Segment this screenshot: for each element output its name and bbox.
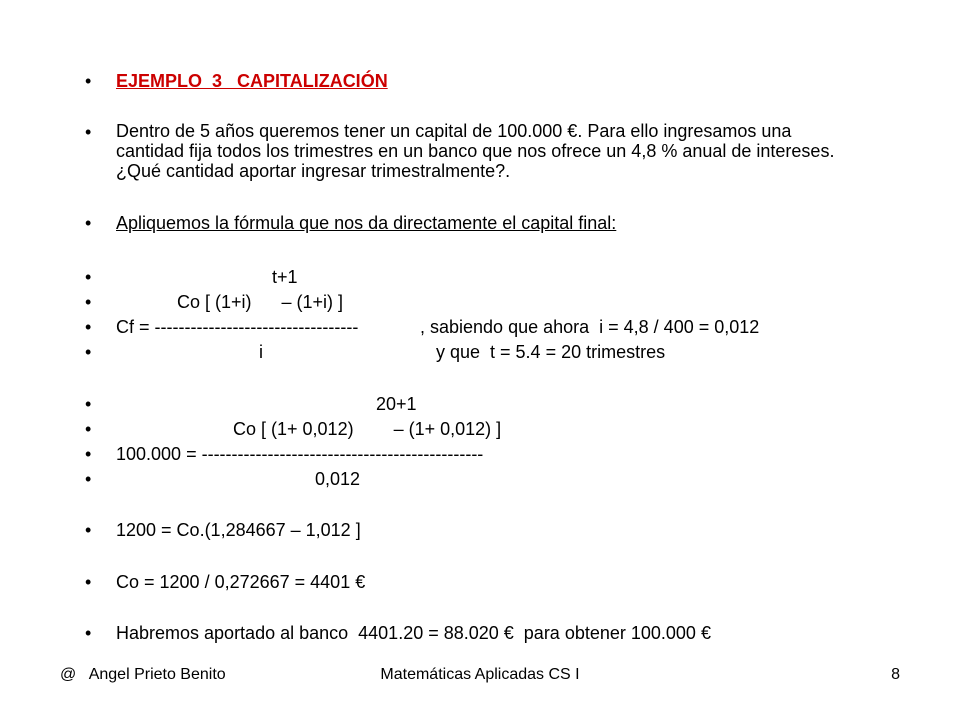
calc-step-1: 1200 = Co.(1,284667 – 1,012 ] xyxy=(116,520,361,540)
slide-title: EJEMPLO 3 CAPITALIZACIÓN xyxy=(116,71,388,91)
bullet: • xyxy=(85,317,92,337)
formula-exp-row xyxy=(0,266,960,292)
bullet: • xyxy=(85,623,92,643)
title-row xyxy=(0,70,960,96)
step2-row xyxy=(0,571,960,597)
subst-main: 100.000 = ----------------------------------------------- xyxy=(116,444,484,464)
problem-statement: Dentro de 5 años queremos tener un capital de 100.000 €. Para ello ingresamos una cantidad fija todos los trimestres en un banco que nos ofrece un 4,8 % anual de intereses. ¿Qué cantidad aportar ingresar trimestralmente?. xyxy=(116,121,835,181)
bullet: • xyxy=(85,292,92,312)
bullet: • xyxy=(85,469,92,489)
bullet: • xyxy=(85,444,92,464)
formula-num-row xyxy=(0,291,960,317)
subst-main-row xyxy=(0,443,960,469)
subst-denominator: 0,012 xyxy=(315,469,361,489)
bullet: • xyxy=(85,520,92,540)
subst-numerator: Co [ (1+ 0,012) – (1+ 0,012) ] xyxy=(233,419,502,439)
intro-row xyxy=(0,212,960,238)
bullet: • xyxy=(85,394,92,414)
step1-row xyxy=(0,519,960,545)
formula-numerator: Co [ (1+i) – (1+i) ] xyxy=(177,292,344,312)
bullet: • xyxy=(85,342,92,362)
bullet: • xyxy=(85,71,92,91)
formula-main: Cf = ---------------------------------- xyxy=(116,317,359,337)
subst-den-row xyxy=(0,468,960,494)
formula-denominator: i xyxy=(259,342,263,362)
bullet: • xyxy=(85,572,92,592)
subst-exponent: 20+1 xyxy=(376,394,417,414)
subst-exp-row xyxy=(0,393,960,419)
bullet: • xyxy=(85,419,92,439)
formula-period-note: y que t = 5.4 = 20 trimestres xyxy=(436,342,666,362)
formula-den-row xyxy=(0,341,960,367)
formula-exponent: t+1 xyxy=(272,267,298,287)
footer-page-number: 8 xyxy=(891,666,900,683)
formula-condition: , sabiendo que ahora i = 4,8 / 400 = 0,012 xyxy=(420,317,760,337)
bullet: • xyxy=(85,122,92,142)
conclusion: Habremos aportado al banco 4401.20 = 88.020 € para obtener 100.000 € xyxy=(116,623,711,643)
footer-author: @ Angel Prieto Benito xyxy=(60,666,226,683)
subst-num-row xyxy=(0,418,960,444)
footer-course: Matemáticas Aplicadas CS I xyxy=(380,666,580,683)
formula-main-row xyxy=(0,316,960,342)
bullet: • xyxy=(85,267,92,287)
conclusion-row xyxy=(0,622,960,648)
bullet: • xyxy=(85,213,92,233)
calc-step-2: Co = 1200 / 0,272667 = 4401 € xyxy=(116,572,366,592)
formula-intro: Apliquemos la fórmula que nos da directamente el capital final: xyxy=(116,213,617,233)
